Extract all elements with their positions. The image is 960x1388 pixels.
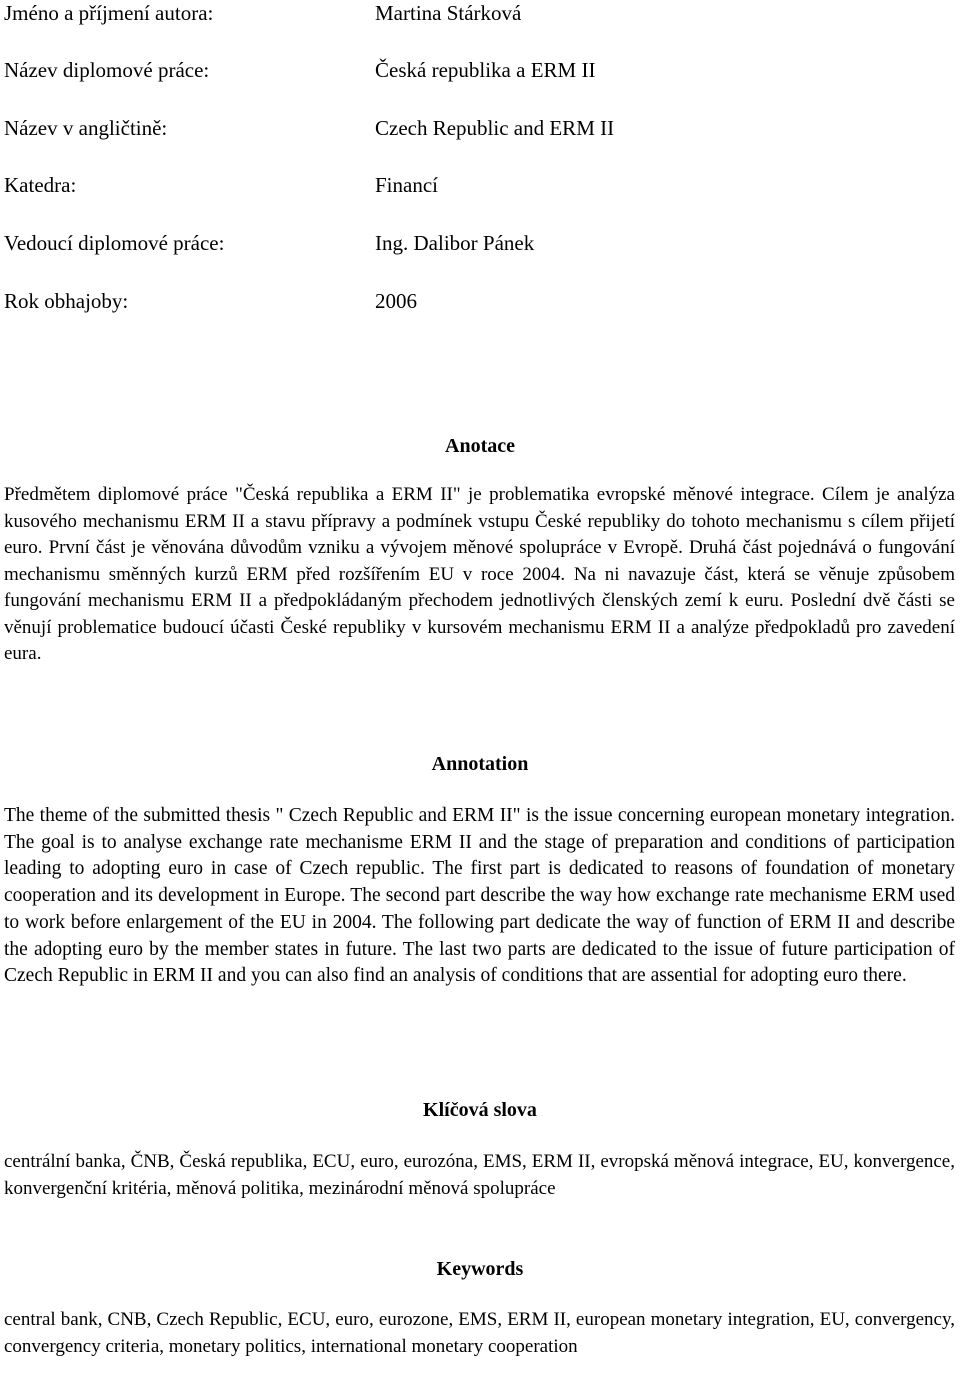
meta-value: Martina Stárková — [375, 1, 522, 25]
meta-label: Název diplomové práce: — [4, 58, 210, 82]
anotace-heading: Anotace — [445, 435, 515, 457]
klicova-slova-text: centrální banka, ČNB, Česká republika, ECU, euro, eurozóna, EMS, ERM II, evropská měnová integrace, EU, konvergence, konvergenční kritéria, měnová politika, mezinárodní měnová spolupráce — [4, 1151, 955, 1199]
meta-row-english-title — [4, 116, 614, 140]
meta-label: Jméno a příjmení autora: — [4, 1, 214, 25]
keywords-text: central bank, CNB, Czech Republic, ECU, euro, eurozone, EMS, ERM II, european monetary integration, EU, convergency, convergency criteria, monetary politics, international monetary cooperation — [4, 1309, 955, 1357]
meta-row-defense-year — [4, 289, 417, 313]
meta-value: Česká republika a ERM II — [375, 58, 596, 82]
meta-label: Katedra: — [4, 173, 77, 197]
meta-value: Ing. Dalibor Pánek — [375, 231, 535, 255]
annotation-heading: Annotation — [431, 753, 529, 775]
meta-value: Czech Republic and ERM II — [375, 116, 615, 140]
keywords-heading: Keywords — [436, 1258, 524, 1280]
meta-row-supervisor — [4, 231, 534, 255]
klicova-slova-heading: Klíčová slova — [423, 1099, 537, 1121]
anotace-text: Předmětem diplomové práce "Česká republika a ERM II" je problematika evropské měnové integrace. Cílem je analýza kusového mechanismu ERM II a stavu přípravy a podmínek vstupu České republiky do tohoto mechanismu s cílem přijetí euro. První část je věnována důvodům vzniku a vývojem měnové spolupráce v Evropě. Druhá část pojednává o fungování mechanismu směnných kurzů ERM před rozšířením EU v roce 2004. Na ni navazuje část, která se věnuje způsobem fungování mechanismu ERM II a předpokládaným přechodem jednotlivých členských zemí k euru. Poslední dvě části se věnují problematice budoucí účasti České republiky v kursovém mechanismu ERM II a analýze předpokladů pro zavedení eura. — [4, 484, 955, 664]
meta-row-thesis-title — [4, 58, 595, 82]
meta-value: 2006 — [375, 289, 417, 313]
meta-row-author — [4, 1, 521, 25]
meta-row-department — [4, 173, 438, 197]
meta-label: Název v angličtině: — [4, 116, 168, 140]
meta-label: Rok obhajoby: — [4, 289, 129, 313]
meta-label: Vedoucí diplomové práce: — [4, 231, 225, 255]
meta-value: Financí — [375, 173, 438, 197]
annotation-text: The theme of the submitted thesis " Czech Republic and ERM II" is the issue concerning european monetary integration. The goal is to analyse exchange rate mechanisme ERM II and the stage of preparation and conditions of participation leading to adopting euro in case of Czech republic. The first part is dedicated to reasons of foundation of monetary cooperation and its development in Europe. The second part describe the way how exchange rate mechanisme ERM used to work before enlargement of the EU in 2004. The following part dedicate the way of function of ERM II and describe the adopting euro by the member states in future. The last two parts are dedicated to the issue of future participation of Czech Republic in ERM II and you can also find an analysis of conditions that are assential for adopting euro there. — [4, 805, 955, 987]
